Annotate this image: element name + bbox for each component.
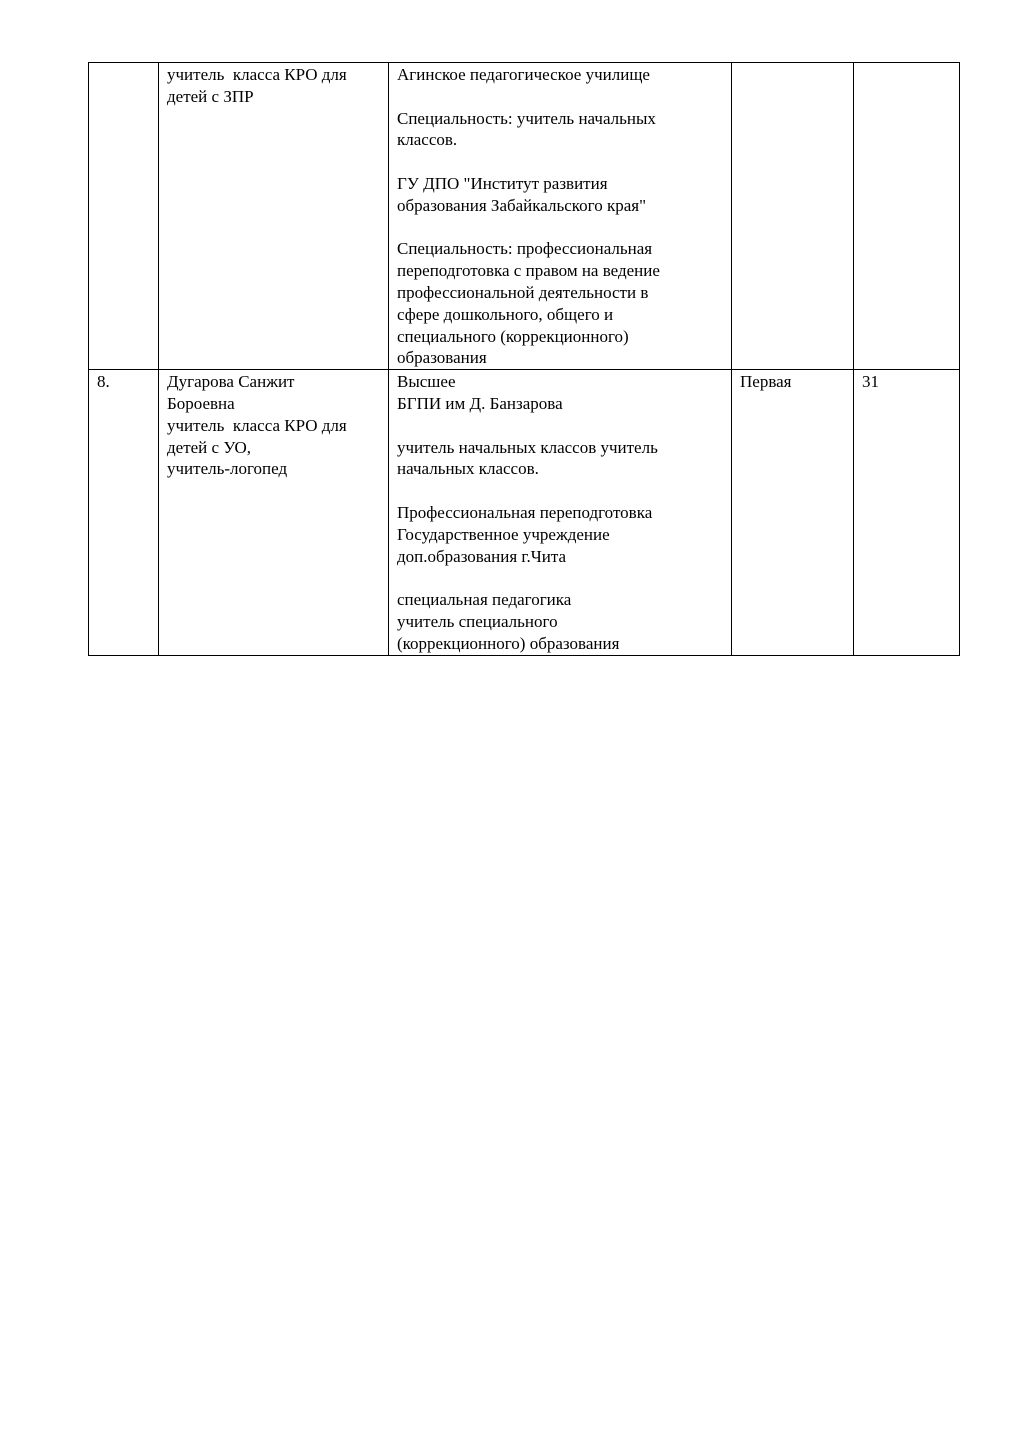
education-line: переподготовка с правом на ведение	[397, 261, 660, 281]
education-line: Профессиональная переподготовка	[397, 502, 653, 522]
name-position-cell	[159, 370, 389, 655]
row-number-cell	[89, 63, 159, 370]
education-line: специальная педагогика	[397, 590, 572, 610]
education-line: Специальность: учитель начальных	[397, 108, 656, 128]
education-line: Высшее	[397, 372, 456, 392]
education-line: учитель начальных классов учитель	[397, 437, 658, 457]
education-line: Агинское педагогическое училище	[397, 65, 650, 84]
education-line: Государственное учреждение	[397, 524, 610, 544]
row-number: 8.	[97, 372, 110, 392]
education-line: специального (коррекционного)	[397, 326, 629, 346]
position-line: детей с УО,	[167, 437, 252, 457]
experience-cell	[854, 63, 960, 370]
education-line: Специальность: профессиональная	[397, 239, 653, 259]
table-row	[89, 63, 960, 370]
education-line: БГПИ им Д. Банзарова	[397, 393, 563, 413]
education-cell	[389, 63, 732, 370]
category-cell	[732, 63, 854, 370]
education-line: образования Забайкальского края"	[397, 195, 647, 215]
row-number-cell	[89, 370, 159, 655]
education-line: сфере дошкольного, общего и	[397, 304, 614, 324]
education-line: ГУ ДПО "Институт развития	[397, 173, 608, 193]
education-line: учитель специального	[397, 611, 558, 631]
teacher-name-line: Бороевна	[167, 393, 235, 413]
education-cell	[389, 370, 732, 655]
position-line: учитель класса КРО для	[167, 415, 347, 435]
education-line: доп.образования г.Чита	[397, 546, 567, 566]
category-value: Первая	[740, 372, 792, 392]
table-row	[89, 370, 960, 655]
education-line: (коррекционного) образования	[397, 633, 620, 653]
experience-value: 31	[862, 372, 879, 392]
education-line: классов.	[397, 130, 458, 150]
teacher-name-line: Дугарова Санжит	[167, 372, 295, 392]
position-line: детей с ЗПР	[167, 86, 254, 106]
name-position-cell	[159, 63, 389, 370]
position-line: учитель-логопед	[167, 459, 288, 479]
education-line: начальных классов.	[397, 459, 539, 479]
experience-cell	[854, 370, 960, 655]
position-line: учитель класса КРО для	[167, 65, 347, 84]
education-line: образования	[397, 348, 487, 368]
education-line: профессиональной деятельности в	[397, 282, 649, 302]
staff-table	[88, 62, 960, 656]
category-cell	[732, 370, 854, 655]
